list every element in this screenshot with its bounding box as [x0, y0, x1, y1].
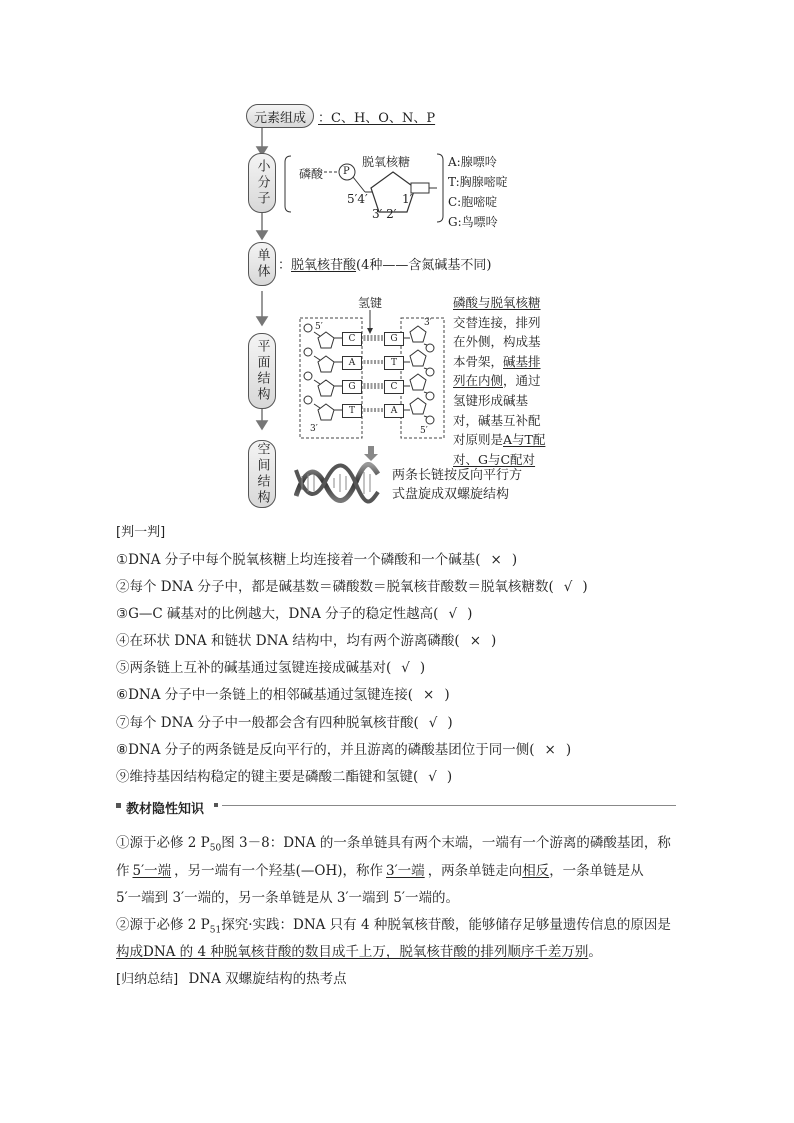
text: ①源于必修 2 P: [116, 835, 210, 851]
end-label-left-bottom: 3′: [310, 424, 318, 434]
summary-line: [116, 967, 347, 987]
judge-text: ①DNA 分子中每个脱氧核糖上均连接着一个磷酸和一个碱基(: [116, 552, 481, 568]
base-box: [411, 183, 429, 193]
deoxyribose-label: 脱氧核糖: [362, 155, 411, 169]
base-list: [448, 152, 508, 232]
judge-mark: √: [428, 715, 438, 731]
right-base: T: [384, 356, 404, 370]
spatial-desc-line: 式盘旋成双螺旋结构: [392, 487, 510, 502]
text: ，两条单链走向: [427, 863, 523, 879]
element-composition-value: [318, 107, 435, 126]
left-base: A: [342, 356, 362, 370]
left-base: T: [342, 404, 362, 418]
end-label-right-bottom: 5′: [420, 426, 428, 436]
text: 。: [588, 944, 602, 960]
phosphate-label: 磷酸: [299, 167, 324, 181]
monomer-name: 脱氧核苷酸: [291, 258, 357, 273]
left-base: C: [342, 332, 362, 346]
carbon-1-label: 1′: [402, 192, 413, 206]
hidden-para-1-line-1: [116, 831, 671, 854]
end-label-left-top: 5′: [315, 322, 323, 332]
left-base: G: [342, 380, 362, 394]
header-square-icon: [116, 803, 121, 808]
judge-text: ⑦每个 DNA 分子中一般都会含有四种脱氧核苷酸(: [116, 715, 419, 731]
judge-close: ): [419, 660, 426, 676]
judge-close: ): [491, 633, 497, 649]
judge-mark: √: [401, 660, 410, 676]
double-helix-image: [294, 462, 380, 504]
down-arrow-icon: [364, 446, 378, 462]
judge-text: ②每个 DNA 分子中，都是碱基数＝磷酸数＝脱氧核苷酸数＝脱氧核糖数(: [116, 579, 554, 595]
judge-item: [116, 765, 452, 785]
answer-blank: 构成DNA 的 4 种脱氧核苷酸的数目成千上万，脱氧核苷酸的排列顺序千差万别: [116, 944, 589, 960]
small-molecule-pill: 小分子: [248, 153, 276, 213]
monomer-description: [278, 254, 491, 273]
text: 探究·实践：DNA 只有 4 种脱氧核苷酸，能够储存足够量遗传信息的原因是: [221, 917, 671, 933]
summary-text: DNA 双螺旋结构的热考点: [188, 971, 347, 987]
judge-mark: √: [563, 579, 573, 595]
text: ，一条单链是从: [549, 863, 644, 879]
judge-close: ): [467, 606, 473, 622]
carbon-3-2-label: 3′ 2′: [372, 207, 397, 221]
judge-close: ): [565, 742, 572, 758]
desc-pairing: ，通过氢键形成碱基对，碱基互补配对原则是: [453, 373, 541, 448]
base-a: A:腺嘌呤: [448, 155, 497, 169]
judge-text: ⑤两条链上互补的碱基通过氢键连接成碱基对(: [116, 660, 392, 676]
hidden-para-2-line-2: [116, 940, 602, 960]
judge-item: [116, 629, 496, 649]
spatial-structure-pill: 空间结构: [248, 440, 276, 508]
monomer-pill: 单体: [248, 242, 276, 286]
summary-label: [归纳总结]: [116, 972, 179, 987]
judge-item: [116, 548, 517, 568]
judge-mark: ×: [490, 552, 502, 568]
hidden-para-1-line-2: [116, 859, 644, 879]
planar-structure-pill: 平面结构: [248, 333, 276, 409]
desc-pairing-rule: A与T配对、G与C配对: [453, 432, 546, 467]
desc-backbone: 磷酸与脱氧核糖: [453, 295, 541, 310]
section-rule: [222, 805, 676, 806]
section-header: [116, 798, 676, 817]
judge-text: ③G—C 碱基对的比例越大，DNA 分子的稳定性越高(: [116, 606, 439, 622]
judge-item: [116, 738, 571, 758]
hydrogen-bond-label: 氢键: [358, 296, 383, 310]
base-c: C:胞嘧啶: [448, 195, 498, 209]
monomer-colon: ：: [278, 258, 292, 273]
page-subscript: 51: [209, 925, 222, 936]
right-base: G: [384, 332, 404, 346]
judge-mark: ×: [544, 742, 556, 758]
right-base: C: [384, 380, 404, 394]
judge-close: ): [582, 579, 588, 595]
element-composition-pill: 元素组成: [246, 104, 314, 128]
header-square-icon: [214, 803, 218, 807]
judge-item: [116, 656, 425, 676]
text: ②源于必修 2 P: [116, 917, 210, 933]
answer-blank: 相反: [522, 863, 550, 879]
judge-item: [116, 711, 453, 731]
hidden-para-1-line-3: 5′一端到 3′一端的，另一条单链是从 3′一端到 5′一端的。: [116, 890, 459, 906]
spatial-structure-description: [392, 466, 522, 504]
judge-close: ): [444, 687, 450, 703]
element-list: ：C、H、O、N、P: [318, 111, 436, 126]
answer-blank: 3′一端: [386, 863, 425, 879]
judge-mark: √: [428, 769, 437, 785]
page-subscript: 50: [209, 843, 222, 854]
hidden-para-2-line-1: [116, 913, 671, 936]
base-t: T:胸腺嘧啶: [448, 175, 508, 189]
p-symbol: P: [343, 166, 350, 177]
planar-structure-description: [453, 293, 548, 469]
judge-item: [116, 602, 472, 622]
end-label-right-top: 3′: [424, 318, 432, 328]
answer-blank: 5′一端: [132, 863, 172, 879]
spatial-desc-line: 两条长链按反向平行方: [392, 468, 523, 483]
judge-mark: √: [448, 606, 458, 622]
judge-mark: ×: [469, 633, 482, 649]
judge-close: ): [446, 769, 453, 785]
section-title: 教材隐性知识: [126, 802, 205, 817]
judge-text: ⑨维持基因结构稳定的键主要是磷酸二酯键和氢键(: [116, 769, 419, 785]
judge-title: [判一判]: [116, 525, 166, 540]
judge-text: ④在环状 DNA 和链状 DNA 结构中，均有两个游离磷酸(: [116, 633, 460, 649]
text: 图 3－8：DNA 的一条单链具有两个末端，一端有一个游离的磷酸基团，称: [221, 835, 671, 851]
judge-text: ⑥DNA 分子中一条链上的相邻碱基通过氢键连接(: [116, 687, 414, 703]
judge-close: ): [511, 552, 518, 568]
right-base: A: [384, 404, 404, 418]
text: ，另一端有一个羟基(—OH)，称作: [174, 863, 384, 879]
judge-mark: ×: [423, 687, 435, 703]
monomer-note: (4种——含氮碱基不同): [356, 258, 492, 273]
judge-item: [116, 683, 450, 703]
base-g: G:鸟嘌呤: [448, 215, 498, 229]
judge-text: ⑧DNA 分子的两条链是反向平行的，并且游离的磷酸基团位于同一侧(: [116, 742, 535, 758]
desc-outer: 交替连接，排列在外侧，构成基本骨架，: [453, 314, 541, 369]
judge-item: [116, 575, 588, 595]
judge-close: ): [447, 715, 453, 731]
text: 作: [116, 863, 130, 879]
desc-bases-inner: 碱基排列在内侧: [453, 353, 541, 389]
carbon-5-4-label: 5′4′: [347, 192, 368, 206]
